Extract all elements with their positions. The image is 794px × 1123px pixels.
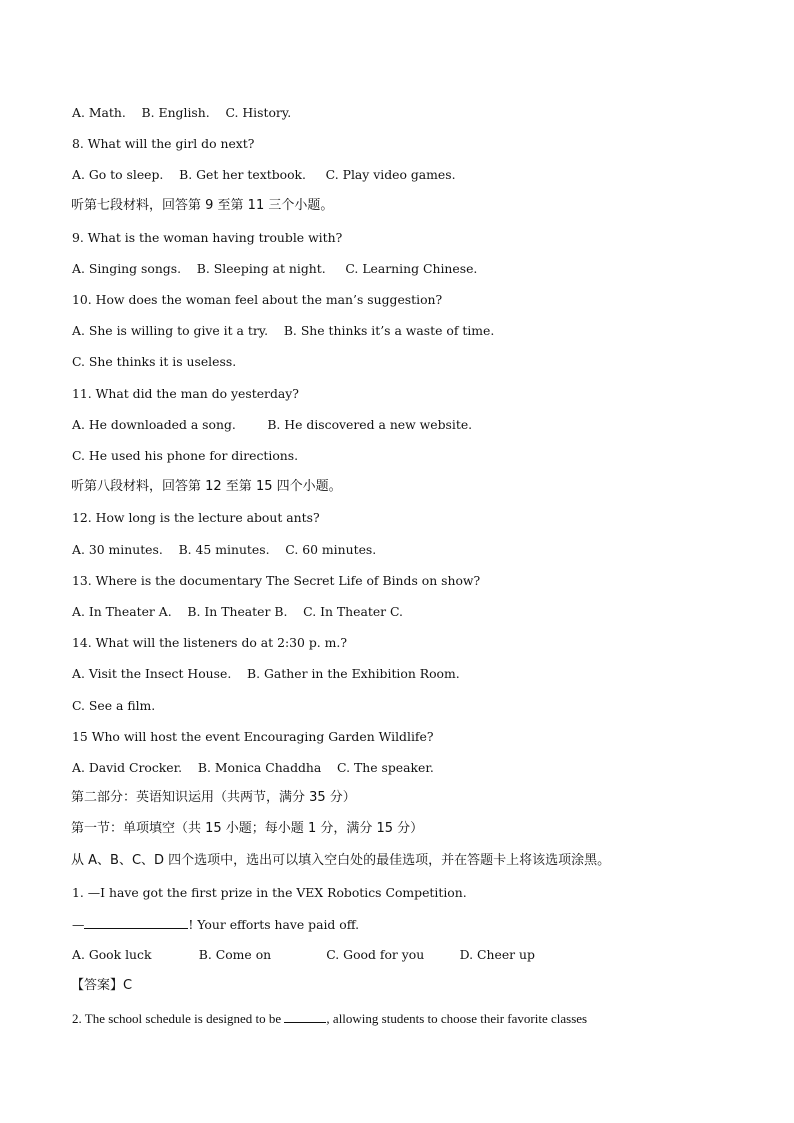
- part2-heading: 第二部分：英语知识运用（共两节，满分 35 分）: [71, 790, 356, 805]
- q14-option-c: C. See a film.: [72, 698, 156, 713]
- mc1-answer: 【答案】C: [71, 978, 133, 993]
- answer-blank: [84, 916, 188, 929]
- q12-options: A. 30 minutes. B. 45 minutes. C. 60 minutes.: [72, 542, 377, 557]
- q14-options-ab: A. Visit the Insect House. B. Gather in the Exhibition Room.: [72, 666, 460, 681]
- answer-blank: [284, 1010, 326, 1023]
- q13-question: 13. Where is the documentary The Secret Life of Binds on show?: [72, 573, 481, 588]
- mc1-dialogue-line1: 1. —I have got the first prize in the VEX Robotics Competition.: [72, 885, 467, 900]
- mc1-options: A. Gook luck B. Come on C. Good for you D. Cheer up: [72, 947, 535, 962]
- q15-question: 15 Who will host the event Encouraging Garden Wildlife?: [72, 729, 434, 744]
- q11-question: 11. What did the man do yesterday?: [72, 386, 299, 401]
- q13-options: A. In Theater A. B. In Theater B. C. In Theater C.: [72, 604, 403, 619]
- mc2-question-rest: , allowing students to choose their favorite classes: [326, 1011, 588, 1026]
- q15-options: A. David Crocker. B. Monica Chaddha C. The speaker.: [72, 760, 434, 775]
- part2-instruction: 从 A、B、C、D 四个选项中，选出可以填入空白处的最佳选项，并在答题卡上将该选项涂黑。: [71, 853, 611, 868]
- q10-options-ab: A. She is willing to give it a try. B. She thinks it’s a waste of time.: [72, 323, 495, 338]
- dash: —: [72, 917, 85, 932]
- q8-question: 8. What will the girl do next?: [72, 136, 255, 151]
- q12-question: 12. How long is the lecture about ants?: [72, 510, 320, 525]
- q8-options: A. Go to sleep. B. Get her textbook. C. Play video games.: [72, 167, 456, 182]
- section8-instruction: 听第八段材料，回答第 12 至第 15 四个小题。: [71, 479, 342, 494]
- mc1-dialogue-rest: ! Your efforts have paid off.: [188, 917, 360, 932]
- q10-question: 10. How does the woman feel about the man’s suggestion?: [72, 292, 443, 307]
- q7-options: A. Math. B. English. C. History.: [72, 105, 292, 120]
- section7-instruction: 听第七段材料，回答第 9 至第 11 三个小题。: [71, 198, 334, 213]
- section1-heading: 第一节：单项填空（共 15 小题；每小题 1 分，满分 15 分）: [71, 821, 424, 836]
- q9-question: 9. What is the woman having trouble with?: [72, 230, 343, 245]
- mc2-question-start: 2. The school schedule is designed to be: [72, 1011, 285, 1026]
- mc2-question: [72, 1010, 587, 1027]
- q9-options: A. Singing songs. B. Sleeping at night. C. Learning Chinese.: [72, 261, 478, 276]
- q11-options-ab: A. He downloaded a song. B. He discovered a new website.: [72, 417, 473, 432]
- q10-option-c: C. She thinks it is useless.: [72, 354, 237, 369]
- q14-question: 14. What will the listeners do at 2:30 p. m.?: [72, 635, 347, 650]
- q11-option-c: C. He used his phone for directions.: [72, 448, 299, 463]
- mc1-dialogue-line2: [72, 916, 359, 933]
